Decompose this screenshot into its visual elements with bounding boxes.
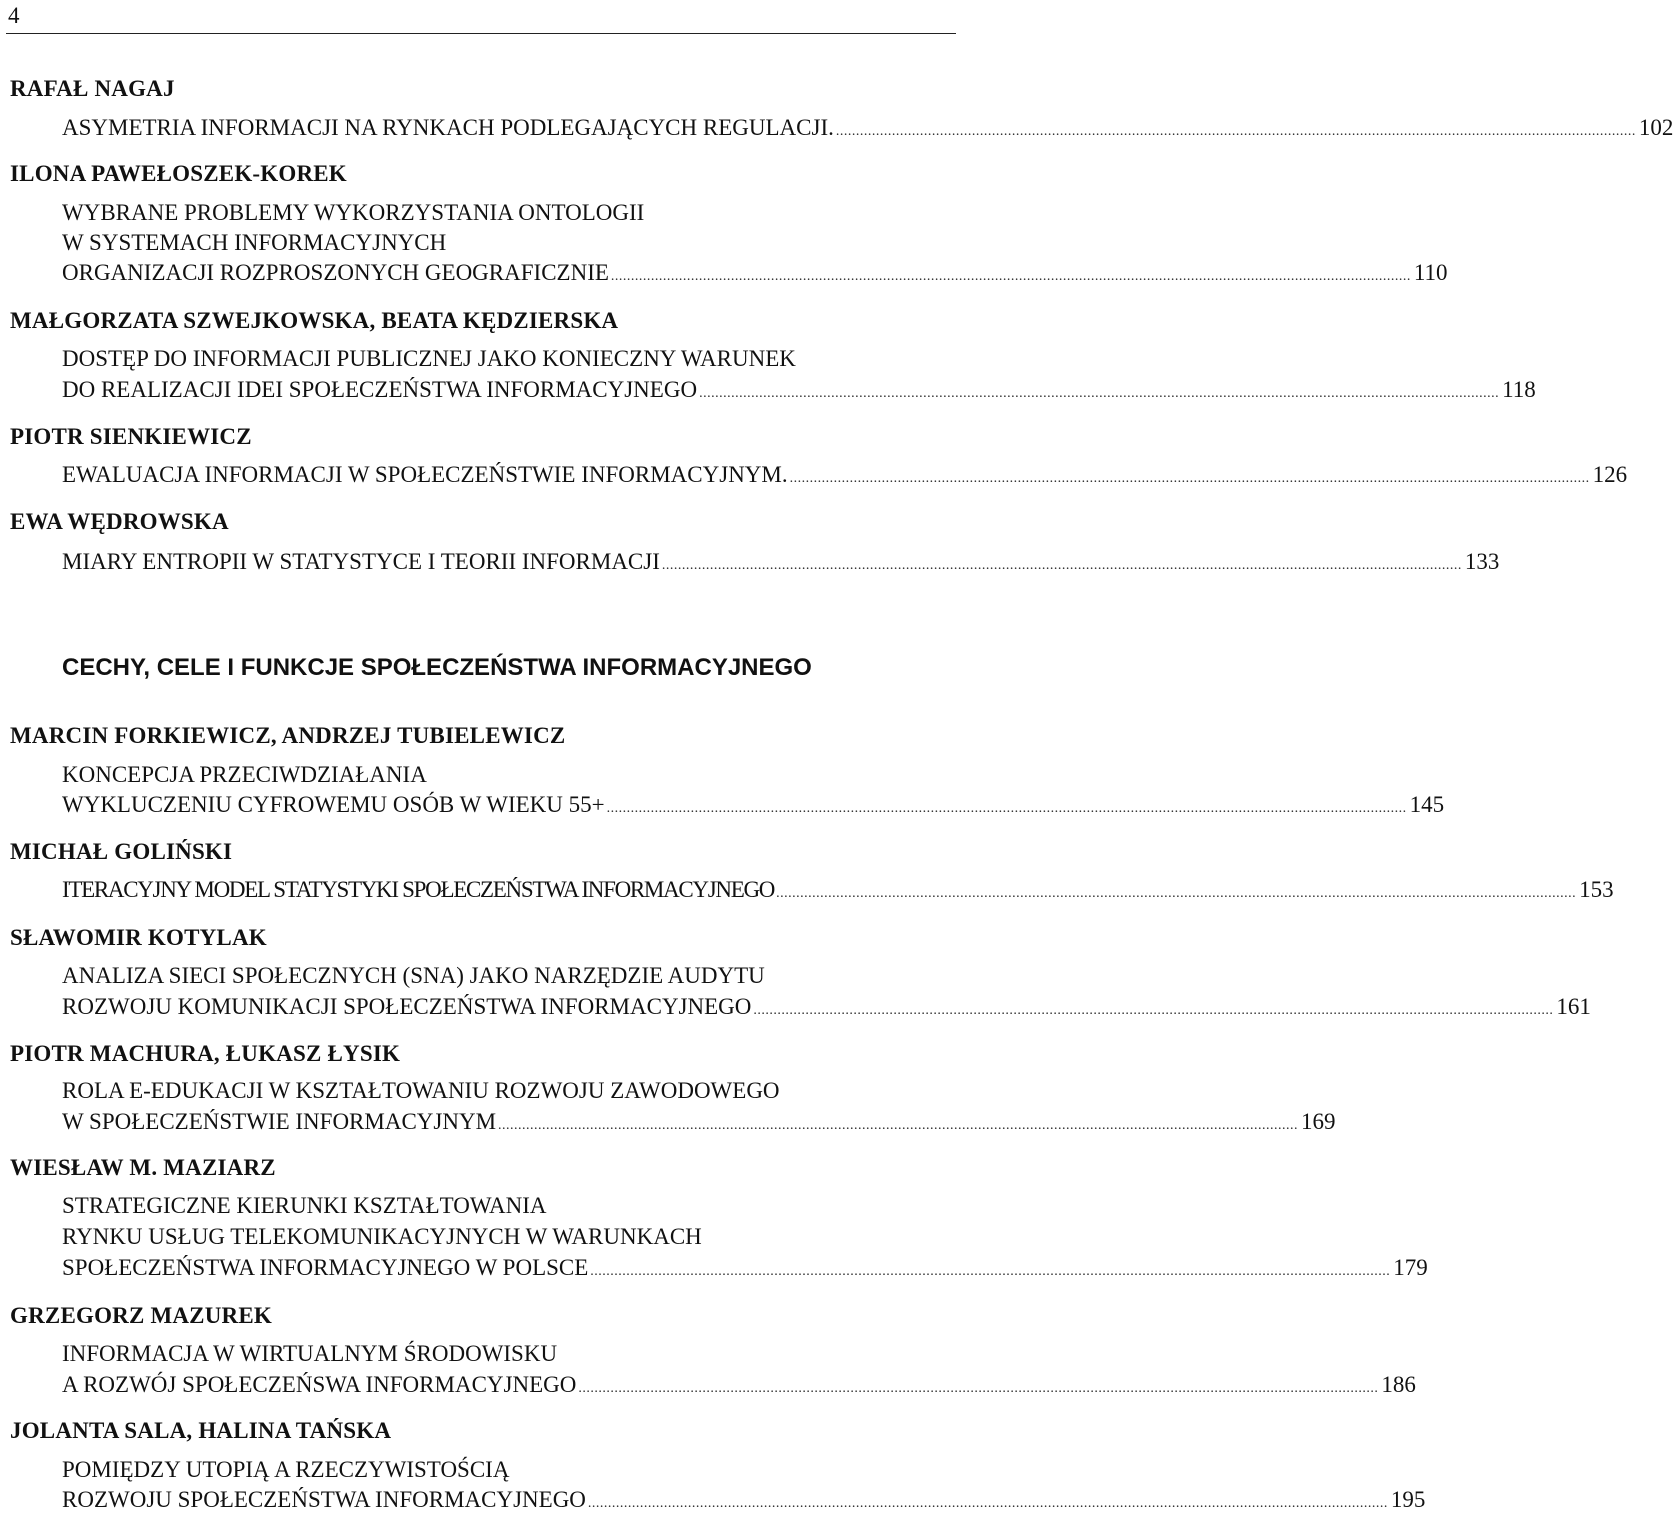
toc-entry-line[interactable] xyxy=(62,1456,950,1484)
dot-leader: ........................................................................................................................................................................................................ xyxy=(498,1118,1299,1133)
toc-author: PIOTR SIENKIEWICZ xyxy=(10,424,252,449)
toc-page-number: 169 xyxy=(1301,1109,1336,1134)
toc-title-line: ROZWOJU KOMUNIKACJI SPOŁECZEŃSTWA INFORMACYJNEGO xyxy=(62,994,752,1019)
dot-leader: ........................................................................................................................................................................................................ xyxy=(590,1264,1391,1279)
toc-title-line: KONCEPCJA PRZECIWDZIAŁANIA xyxy=(62,762,427,787)
toc-title-line: INFORMACJA W WIRTUALNYM ŚRODOWISKU xyxy=(62,1341,558,1366)
toc-entry-line[interactable] xyxy=(62,199,950,227)
dot-leader: ........................................................................................................................................................................................................ xyxy=(587,1496,1388,1511)
toc-page-number: 102 xyxy=(1638,115,1673,140)
toc-title-line: A ROZWÓJ SPOŁECZEŃSWA INFORMACYJNEGO xyxy=(62,1372,577,1397)
toc-title-line: W SYSTEMACH INFORMACYJNYCH xyxy=(62,230,447,255)
toc-entry-line[interactable] xyxy=(62,1192,950,1220)
toc-author: MICHAŁ GOLIŃSKI xyxy=(10,839,233,864)
toc-author: WIESŁAW M. MAZIARZ xyxy=(10,1155,276,1180)
toc-title-line: ITERACYJNY MODEL STATYSTYKI SPOŁECZEŃSTWA INFORMACYJNEGO xyxy=(62,877,775,902)
toc-entry-line[interactable] xyxy=(62,376,1536,404)
dot-leader: ........................................................................................................................................................................................................ xyxy=(578,1381,1379,1396)
toc-title-line: STRATEGICZNE KIERUNKI KSZTAŁTOWANIA xyxy=(62,1193,547,1218)
toc-page-number: 195 xyxy=(1390,1487,1426,1512)
toc-entry-line[interactable] xyxy=(62,1486,1426,1514)
toc-title-line: W SPOŁECZEŃSTWIE INFORMACYJNYM xyxy=(62,1109,497,1134)
dot-leader: ........................................................................................................................................................................................................ xyxy=(835,124,1636,139)
toc-author: MARCIN FORKIEWICZ, ANDRZEJ TUBIELEWICZ xyxy=(10,723,566,748)
toc-title-line: WYKLUCZENIU CYFROWEMU OSÓB W WIEKU 55+ xyxy=(62,792,605,817)
toc-page-number: 153 xyxy=(1579,877,1614,902)
toc-entry-line[interactable] xyxy=(62,1340,950,1368)
header-rule xyxy=(6,33,956,34)
toc-entry-line[interactable] xyxy=(62,461,1628,489)
toc-entry-line[interactable] xyxy=(62,1108,1336,1136)
toc-entry-line[interactable] xyxy=(62,259,1448,287)
toc-author: RAFAŁ NAGAJ xyxy=(10,76,175,101)
toc-title-line: ASYMETRIA INFORMACJI NA RYNKACH PODLEGAJĄCYCH REGULACJI. xyxy=(62,115,834,140)
toc-title-line: ORGANIZACJI ROZPROSZONYCH GEOGRAFICZNIE xyxy=(62,260,609,285)
page-number: 4 xyxy=(8,3,20,28)
toc-page-number: 118 xyxy=(1502,377,1536,402)
toc-author: JOLANTA SALA, HALINA TAŃSKA xyxy=(10,1418,392,1443)
toc-author: EWA WĘDROWSKA xyxy=(10,509,229,534)
toc-title-line: DOSTĘP DO INFORMACJI PUBLICZNEJ JAKO KONIECZNY WARUNEK xyxy=(62,346,796,371)
toc-page-number: 110 xyxy=(1413,260,1448,285)
toc-entry-line[interactable] xyxy=(62,1254,1428,1282)
dot-leader: ........................................................................................................................................................................................................ xyxy=(753,1003,1554,1018)
toc-entry-line[interactable] xyxy=(62,876,1614,904)
toc-author: PIOTR MACHURA, ŁUKASZ ŁYSIK xyxy=(10,1041,401,1066)
dot-leader: ........................................................................................................................................................................................................ xyxy=(661,558,1462,573)
toc-entry-line[interactable] xyxy=(62,1223,950,1251)
section-heading: CECHY, CELE I FUNKCJE SPOŁECZEŃSTWA INFORMACYJNEGO xyxy=(62,654,812,681)
toc-entry-line[interactable] xyxy=(62,1077,950,1105)
toc-title-line: ROLA E-EDUKACJI W KSZTAŁTOWANIU ROZWOJU ZAWODOWEGO xyxy=(62,1078,780,1103)
toc-author: SŁAWOMIR KOTYLAK xyxy=(10,925,267,950)
toc-title-line: WYBRANE PROBLEMY WYKORZYSTANIA ONTOLOGII xyxy=(62,200,645,225)
toc-title-line: POMIĘDZY UTOPIĄ A RZECZYWISTOŚCIĄ xyxy=(62,1457,510,1482)
toc-author: GRZEGORZ MAZUREK xyxy=(10,1303,272,1328)
toc-page-number: 133 xyxy=(1464,549,1500,574)
toc-title-line: SPOŁECZEŃSTWA INFORMACYJNEGO W POLSCE xyxy=(62,1255,589,1280)
toc-entry-line[interactable] xyxy=(62,761,950,789)
toc-entry-line[interactable] xyxy=(62,548,1500,576)
toc-entry-line[interactable] xyxy=(62,345,950,373)
dot-leader: ........................................................................................................................................................................................................ xyxy=(789,471,1590,486)
toc-page-number: 161 xyxy=(1556,994,1591,1019)
toc-entry-line[interactable] xyxy=(62,791,1445,819)
dot-leader: ........................................................................................................................................................................................................ xyxy=(776,886,1577,901)
toc-title-line: ANALIZA SIECI SPOŁECZNYCH (SNA) JAKO NARZĘDZIE AUDYTU xyxy=(62,963,765,988)
toc-title-line: RYNKU USŁUG TELEKOMUNIKACYJNYCH W WARUNKACH xyxy=(62,1224,702,1249)
toc-title-line: EWALUACJA INFORMACJI W SPOŁECZEŃSTWIE INFORMACYJNYM. xyxy=(62,462,788,487)
toc-author: ILONA PAWEŁOSZEK-KOREK xyxy=(10,161,347,186)
toc-page-number: 145 xyxy=(1409,792,1445,817)
toc-page-number: 179 xyxy=(1393,1255,1428,1280)
dot-leader: ........................................................................................................................................................................................................ xyxy=(699,386,1500,401)
dot-leader: ........................................................................................................................................................................................................ xyxy=(610,269,1411,284)
toc-entry-line[interactable] xyxy=(62,993,1591,1021)
toc-entry-line[interactable] xyxy=(62,962,950,990)
toc-title-line: MIARY ENTROPII W STATYSTYCE I TEORII INFORMACJI xyxy=(62,549,660,574)
toc-author: MAŁGORZATA SZWEJKOWSKA, BEATA KĘDZIERSKA xyxy=(10,308,619,333)
toc-page-number: 186 xyxy=(1381,1372,1416,1397)
toc-entry-line[interactable] xyxy=(62,1371,1416,1399)
toc-entry-line[interactable] xyxy=(62,229,950,257)
toc-title-line: ROZWOJU SPOŁECZEŃSTWA INFORMACYJNEGO xyxy=(62,1487,586,1512)
toc-title-line: DO REALIZACJI IDEI SPOŁECZEŃSTWA INFORMACYJNEGO xyxy=(62,377,698,402)
dot-leader: ........................................................................................................................................................................................................ xyxy=(606,801,1407,816)
toc-entry-line[interactable] xyxy=(62,114,1673,142)
toc-page-number: 126 xyxy=(1592,462,1628,487)
